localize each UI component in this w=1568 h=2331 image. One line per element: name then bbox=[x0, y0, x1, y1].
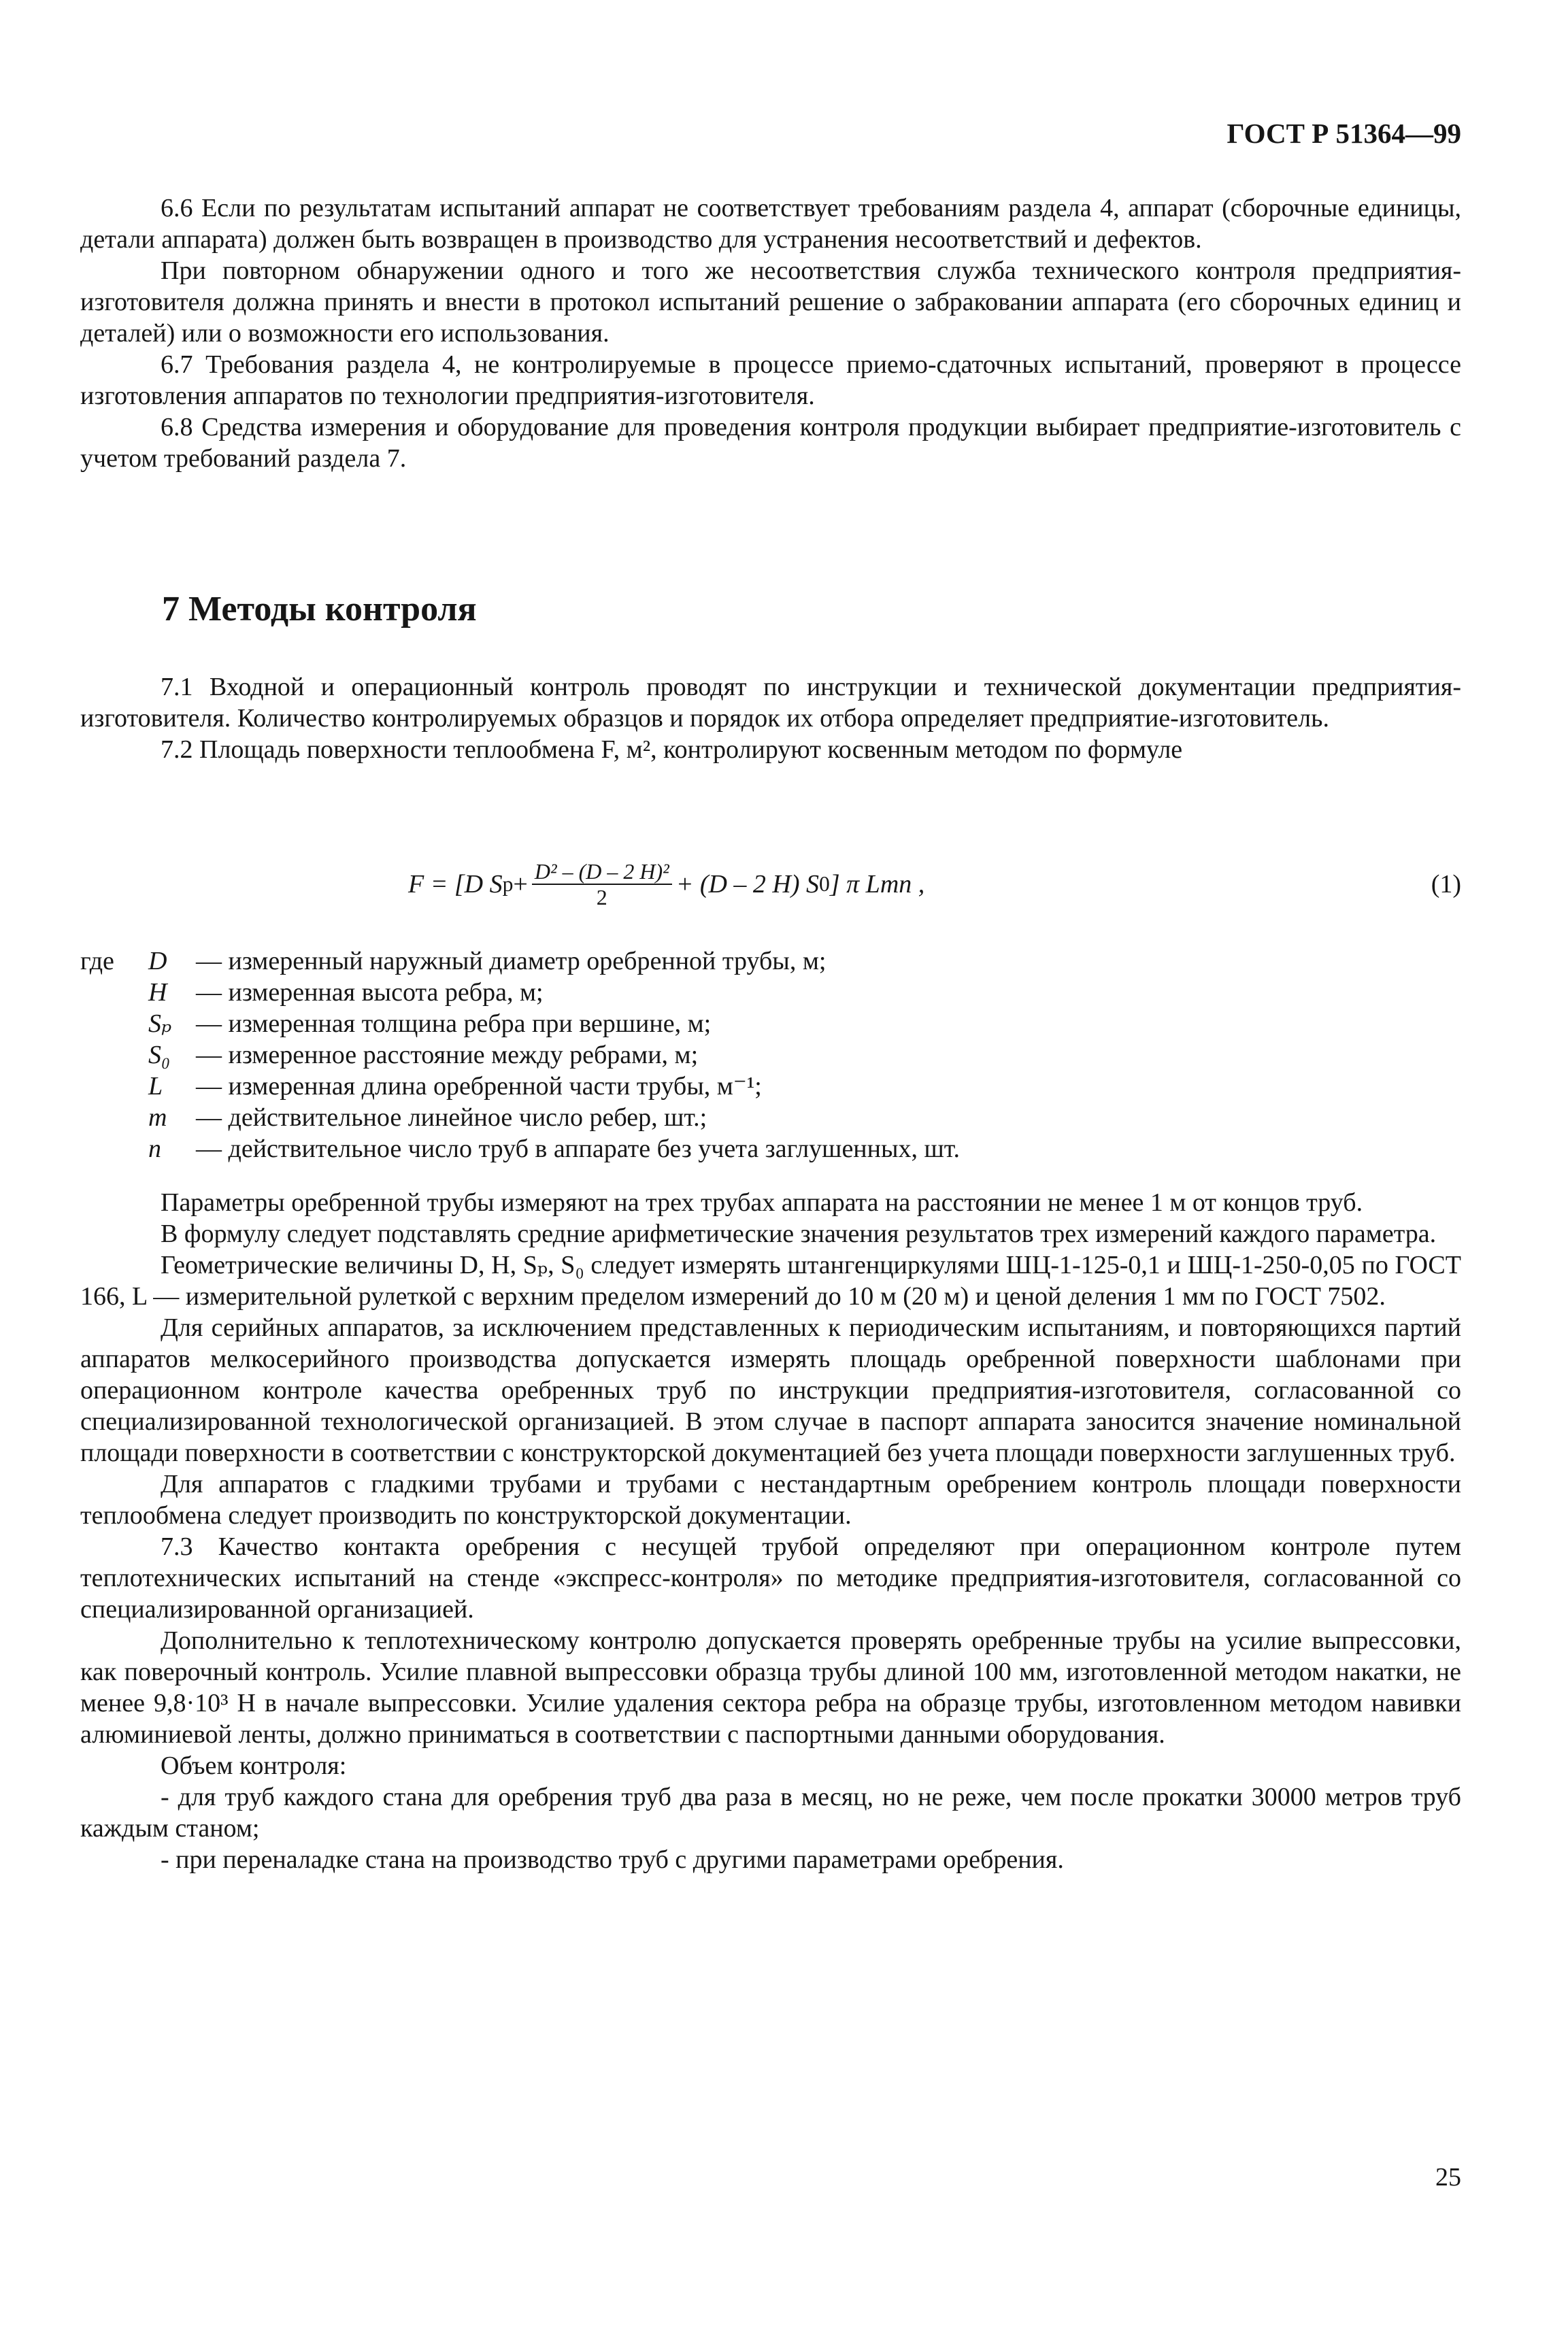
definition-symbol: H bbox=[148, 978, 167, 1007]
paragraph-measurement-location: Параметры оребренной трубы измеряют на трех трубах аппарата на расстоянии не менее 1 м от концов труб. bbox=[161, 1188, 1363, 1217]
fraction-denominator: 2 bbox=[596, 885, 607, 909]
paragraph-serial-apparatus: Для серийных аппаратов, за исключением представленных к периодическим испытаниям, и повторяющихся партий аппаратов мелкосерийного производства допускается измерять площадь оребренной поверхности шаблонами при операционном контроле качества оребренных труб по инструкции предприятия-изготовителя, согласованной со специализированной технологической организацией. В этом случае в паспорт аппарата заносится значение номинальной площади поверхности в соответствии с конструкторской документацией без учета площади поверхности заглушенных труб. bbox=[80, 1313, 1461, 1467]
formula-1 bbox=[408, 854, 1461, 915]
definition-symbol: L bbox=[148, 1072, 163, 1101]
definition-symbol: m bbox=[148, 1103, 167, 1132]
paragraph-smooth-tubes: Для аппаратов с гладкими трубами и трубами с нестандартным оребрением контроль площади поверхности теплообмена следует производить по конструкторской документации. bbox=[80, 1470, 1461, 1530]
definition-text: — измеренная толщина ребра при вершине, м; bbox=[196, 1009, 712, 1038]
section-6-paragraphs bbox=[80, 192, 1461, 474]
paragraph-6-6-repeat: При повторном обнаружении одного и того же несоответствия служба технического контроля предприятия-изготовителя должна принять и внести в протокол испытаний решение о забраковании аппарата (его сборочных единиц и деталей) или о возможности его использования. bbox=[80, 256, 1461, 348]
definition-symbol: n bbox=[148, 1135, 161, 1163]
paragraph-average-values: В формулу следует подставлять средние арифметические значения результатов трех измерений каждого параметра. bbox=[161, 1220, 1437, 1248]
definition-text: — измеренная высота ребра, м; bbox=[196, 978, 544, 1007]
equation-number: (1) bbox=[1431, 870, 1461, 899]
definition-text: — измеренное расстояние между ребрами, м; bbox=[196, 1041, 699, 1069]
definition-text: — измеренный наружный диаметр оребренной трубы, м; bbox=[196, 947, 827, 975]
fraction-numerator: D² – (D – 2 H)² bbox=[532, 859, 672, 885]
definition-symbol: Sₚ bbox=[148, 1009, 172, 1038]
page-header-standard-number: ГОСТ Р 51364—99 bbox=[1227, 118, 1461, 149]
section-heading-7: 7 Методы контроля bbox=[162, 590, 477, 628]
paragraph-6-8: 6.8 Средства измерения и оборудование для проведения контроля продукции выбирает предприятие-изготовитель с учетом требований раздела 7. bbox=[80, 413, 1461, 473]
paragraph-7-2: 7.2 Площадь поверхности теплообмена F, м², контролируют косвенным методом по формуле bbox=[161, 735, 1183, 764]
section-7-continued bbox=[80, 1187, 1461, 1875]
paragraph-7-3: 7.3 Качество контакта оребрения с несущей трубой определяют при операционном контроле путем теплотехнических испытаний на стенде «экспресс-контроля» по методике предприятия-изготовителя, согласованной со специализированной организацией. bbox=[80, 1532, 1461, 1624]
paragraph-control-volume: Объем контроля: bbox=[161, 1751, 347, 1780]
definition-symbol: D bbox=[148, 947, 167, 975]
paragraph-pressing-force: Дополнительно к теплотехническому контролю допускается проверять оребренные трубы на усилие выпрессовки, как поверочный контроль. Усилие плавной выпрессовки образца трубы длиной 100 мм, изготовленной методом накатки, не менее 9,8·10³ Н в начале выпрессовки. Усилие удаления сектора ребра на образце трубы, изготовленном методом навивки алюминиевой ленты, должно приниматься в соответствии с паспортными данными оборудования. bbox=[80, 1626, 1461, 1749]
page-number: 25 bbox=[1435, 2163, 1461, 2192]
definition-symbol: S₀ bbox=[148, 1041, 171, 1069]
variable-definitions bbox=[80, 945, 1461, 1164]
definition-text: — измеренная длина оребренной части трубы, м⁻¹; bbox=[196, 1072, 762, 1101]
where-label: где bbox=[80, 947, 114, 975]
paragraph-instruments: Геометрические величины D, H, Sₚ, S₀ следует измерять штангенциркулями ШЦ-1-125-0,1 и ШЦ-1-250-0,05 по ГОСТ 166, L — измерительной рулеткой с верхним пределом измерений до 10 м (20 м) и ценой деления 1 мм по ГОСТ 7502. bbox=[80, 1251, 1461, 1311]
definitions-grid bbox=[80, 945, 1461, 1164]
definition-text: — действительное линейное число ребер, шт.; bbox=[196, 1103, 707, 1132]
formula-expression: F = [D S p + $\frac{\text{D² – (D – 2 H)²}}{2}$ + (D – 2 H) S 0 ] π Lmn , bbox=[408, 859, 925, 909]
paragraph-6-6: 6.6 Если по результатам испытаний аппарат не соответствует требованиям раздела 4, аппарат (сборочные единицы, детали аппарата) должен быть возвращен в производство для устранения несоответствий и дефектов. bbox=[80, 194, 1461, 254]
definition-text: — действительное число труб в аппарате без учета заглушенных, шт. bbox=[196, 1135, 961, 1163]
list-item-readjustment: - при переналадке стана на производство труб с другими параметрами оребрения. bbox=[161, 1845, 1064, 1874]
formula-fraction bbox=[532, 859, 672, 909]
paragraph-6-7: 6.7 Требования раздела 4, не контролируемые в процессе приемо-сдаточных испытаний, проверяют в процессе изготовления аппаратов по технологии предприятия-изготовителя. bbox=[80, 350, 1461, 410]
list-item-per-mill: - для труб каждого стана для оребрения труб два раза в месяц, но не реже, чем после прокатки 30000 метров труб каждым станом; bbox=[80, 1783, 1461, 1843]
section-7-intro bbox=[80, 671, 1461, 765]
paragraph-7-1: 7.1 Входной и операционный контроль проводят по инструкции и технической документации предприятия-изготовителя. Количество контролируемых образцов и порядок их отбора определяет предприятие-изготовитель. bbox=[80, 673, 1461, 733]
